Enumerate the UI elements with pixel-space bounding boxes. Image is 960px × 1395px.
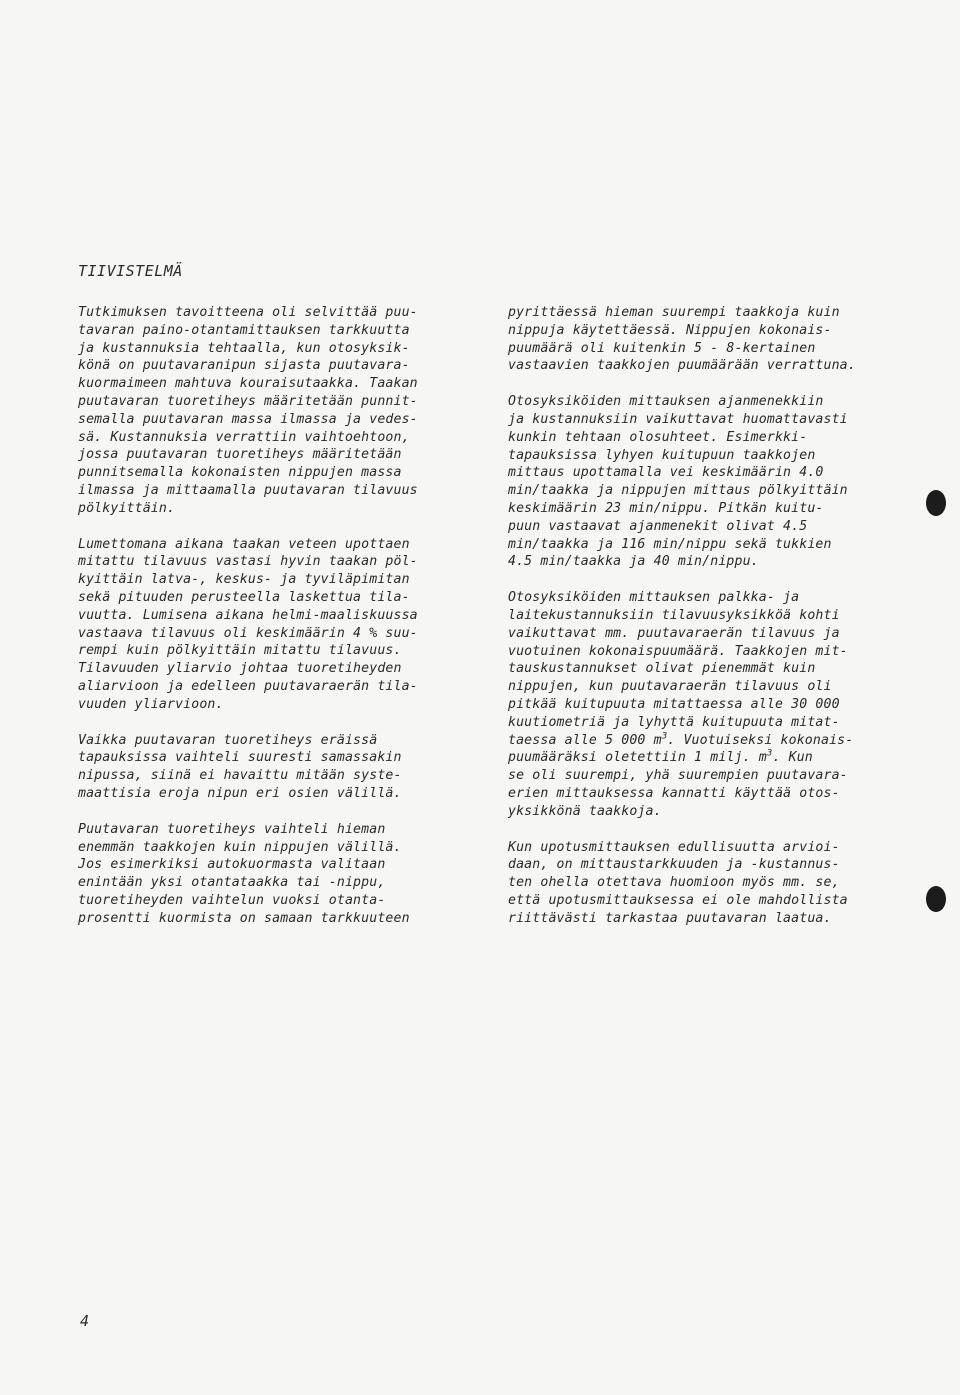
paragraph: pyrittäessä hieman suurempi taakkoja kuin nippuja käytettäessä. Nippujen kokonais- puumäärä oli kuitenkin 5 - 8-kertainen vastaavien taakkojen puumäärään verrattuna. [508,305,856,374]
paragraph: Lumettomana aikana taakan veteen upottaen mitattu tilavuus vastasi hyvin taakan pöl- kyittäin latva-, keskus- ja tyviläpimitan sekä pituuden perusteella laskettua tila- vuutta. Lumisena aikana helmi-maaliskuussa vastaava tilavuus oli keskimäärin 4 % suu- rempi kuin pölkyittäin mitattu tilavuus. Tilavuuden yliarvio johtaa tuoretiheyden aliarvioon ja edelleen puutavaraerän tila- vuuden yliarvioon. [78,536,418,712]
text-run: . Vuotuiseksi kokonais- puumääräksi oletettiin 1 milj. m [508,732,854,766]
right-column [508,304,898,946]
text-run: . Kun se oli suurempi, yhä suurempien puutavara- erien mittauksessa kannatti käyttää otos- yksikkönä taakkoja. [508,750,848,819]
left-column [78,304,468,946]
page-number: 4 [80,1312,90,1330]
punch-hole-icon [926,886,946,912]
superscript: 3 [661,731,668,742]
superscript: 3 [766,748,773,759]
paragraph: Otosyksiköiden mittauksen ajanmenekkiin ja kustannuksiin vaikuttavat huomattavasti kunkin tehtaan olosuhteet. Esimerkki- tapauksissa lyhyen kuitupuun taakkojen mittaus upottamalla vei keskimäärin 4.0 min/taakka ja nippujen mittaus pölkyittäin keskimäärin 23 min/nippu. Pitkän kuitu- puun vastaavat ajanmenekit olivat 4.5 min/taakka ja 116 min/nippu sekä tukkien 4.5 min/taakka ja 40 min/nippu. [508,394,848,570]
paragraph: Kun upotusmittauksen edullisuutta arvioi- daan, on mittaustarkkuuden ja -kustannus- ten ohella otettava huomioon myös mm. se, että upotusmittauksessa ei ole mahdollista riittävästi tarkastaa puutavaran laatua. [508,839,848,926]
paragraph: Tutkimuksen tavoitteena oli selvittää puu- tavaran paino-otantamittauksen tarkkuutta ja kustannuksia tehtaalla, kun otosyksik- könä on puutavaranipun sijasta puutavara- kuormaimeen mahtuva kouraisutaakka. Taakan puutavaran tuoretiheys määritetään punnit- semalla puutavaran massa ilmassa ja vedes- sä. Kustannuksia verrattiin vaihtoehtoon, jossa puutavaran tuoretiheys määritetään punnitsemalla kokonaisten nippujen massa ilmassa ja mittaamalla puutavaran tilavuus pölkyittäin. [78,305,418,516]
paragraph: Puutavaran tuoretiheys vaihteli hieman enemmän taakkojen kuin nippujen välillä. Jos esimerkiksi autokuormasta valitaan enintään yksi otantataakka tai -nippu, tuoretiheyden vaihtelun vuoksi otanta- prosentti kuormista on samaan tarkkuuteen [78,821,410,926]
paragraph [508,589,898,820]
paragraph: Vaikka puutavaran tuoretiheys eräissä tapauksissa vaihteli suuresti samassakin nipussa, siinä ei havaittu mitään syste- maattisia eroja nipun eri osien välillä. [78,732,402,801]
punch-hole-icon [926,490,946,516]
page-title: TIIVISTELMÄ [78,262,183,280]
text-run: Otosyksiköiden mittauksen palkka- ja laitekustannuksiin tilavuusyksikköä kohti vaikuttavat mm. puutavaraerän tilavuus ja vuotuinen kokonaispuumäärä. Taakkojen mit- tauskustannukset olivat pienemmät kuin nippujen, kun puutavaraerän tilavuus oli pitkää kuitupuuta mitattaessa alle 30 000 kuutiometriä ja lyhyttä kuitupuuta mitat- taessa alle 5 000 m [508,590,848,748]
